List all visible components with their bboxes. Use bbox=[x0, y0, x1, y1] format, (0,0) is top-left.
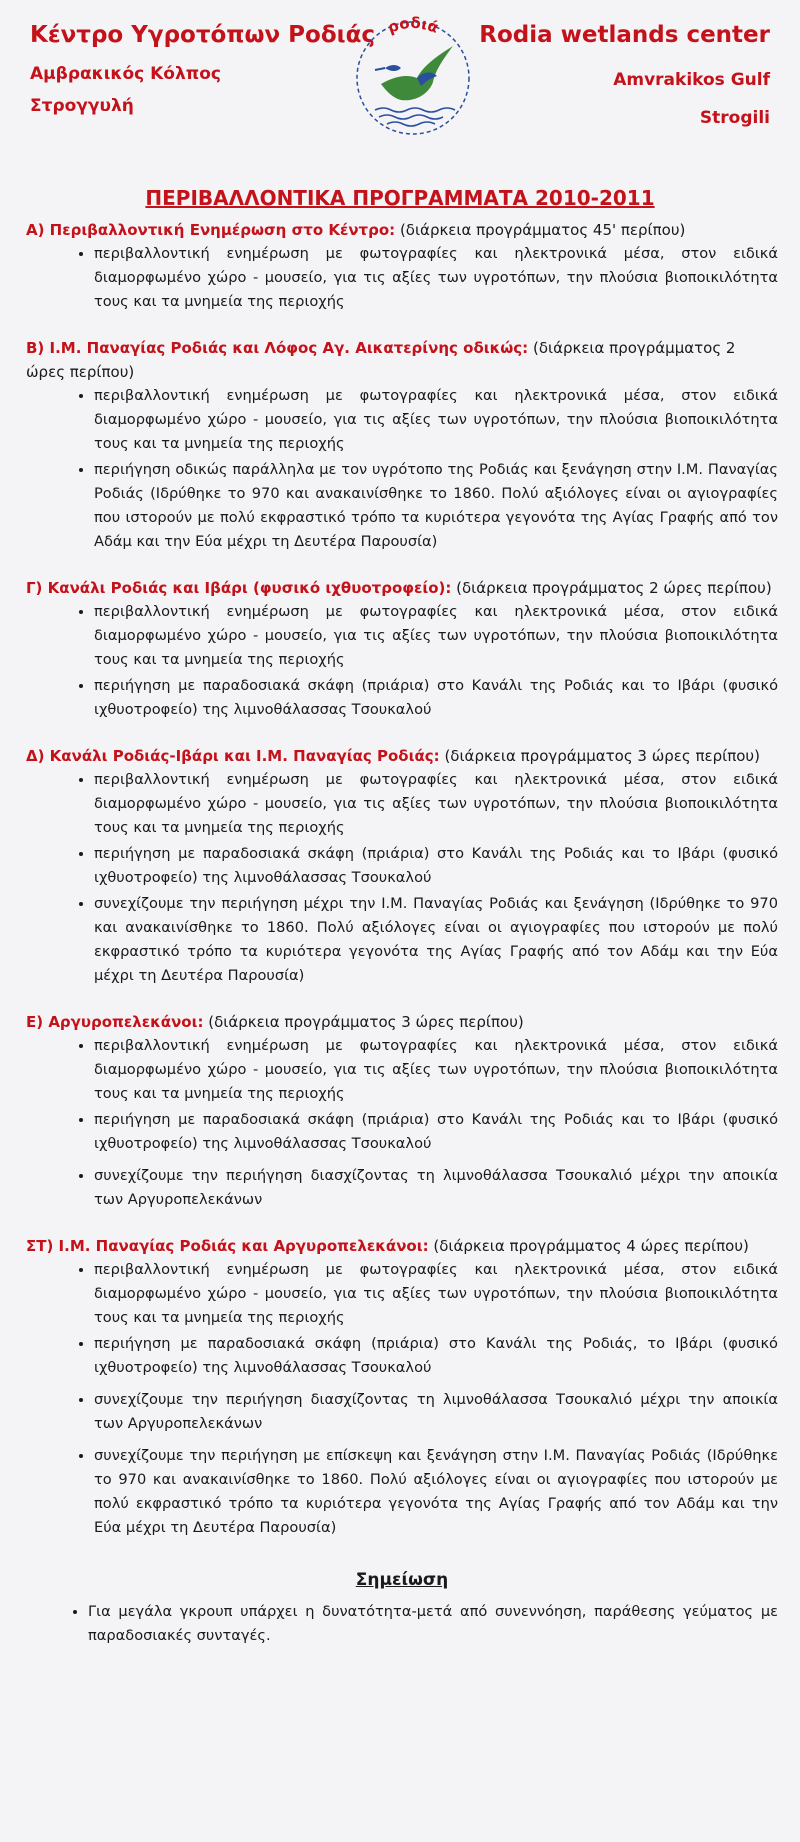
list-item: • περιήγηση με παραδοσιακά σκάφη (πριάρια) στο Κανάλι της Ροδιάς, το Ιβάρι (φυσικό ιχθυοτροφείο) της λιμνοθάλασσας Τσουκαλού bbox=[94, 1332, 778, 1380]
center-name-english: Rodia wetlands center bbox=[479, 22, 770, 48]
program-heading bbox=[26, 1010, 778, 1034]
location-english: Strogili bbox=[699, 108, 770, 128]
note-items bbox=[26, 1600, 778, 1648]
program-duration: (διάρκεια προγράμματος 2 ώρες περίπου) bbox=[26, 339, 736, 381]
note-text: • Για μεγάλα γκρουπ υπάρχει η δυνατότητα-μετά από συνεννόηση, παράθεσης γεύματος με παραδοσιακές συνταγές. bbox=[88, 1600, 778, 1648]
header-right bbox=[479, 22, 770, 128]
list-item: • περιβαλλοντική ενημέρωση με φωτογραφίες και ηλεκτρονικά μέσα, στον ειδικά διαμορφωμένο χώρο - μουσείο, για τις αξίες των υγροτόπων, την πλούσια βιοποικιλότητα τους και τα μνημεία της περιοχής bbox=[94, 1034, 778, 1106]
list-item: • περιήγηση οδικώς παράλληλα με τον υγρότοπο της Ροδιάς και ξενάγηση στην Ι.Μ. Παναγίας Ροδιάς (Ιδρύθηκε το 970 και ανακαινίσθηκε το 1860. Πολύ αξιόλογες είναι οι αγιογραφίες που ιστορούν με πολύ εκφραστικό τρόπο τα κυριότερα γεγονότα της Αγίας Γραφής από τον Αδάμ και την Εύα μέχρι τη Δευτέρα Παρουσία) bbox=[94, 458, 778, 554]
program-section-b bbox=[26, 336, 778, 554]
program-heading bbox=[26, 1234, 778, 1258]
list-item: • συνεχίζουμε την περιήγηση διασχίζοντας τη λιμνοθάλασσα Τσουκαλιό μέχρι την αποικία των Αργυροπελεκάνων bbox=[94, 1388, 778, 1436]
program-section-e bbox=[26, 1010, 778, 1212]
list-item: • περιβαλλοντική ενημέρωση με φωτογραφίες και ηλεκτρονικά μέσα, στον ειδικά διαμορφωμένο χώρο - μουσείο, για τις αξίες των υγροτόπων, την πλούσια βιοποικιλότητα τους και τα μνημεία της περιοχής bbox=[94, 1258, 778, 1330]
program-title: Γ) Κανάλι Ροδιάς και Ιβάρι (φυσικό ιχθυοτροφείο): bbox=[26, 579, 452, 597]
program-duration: (διάρκεια προγράμματος 4 ώρες περίπου) bbox=[433, 1237, 749, 1255]
program-items bbox=[26, 242, 778, 314]
program-items bbox=[26, 1258, 778, 1540]
program-section-c bbox=[26, 576, 778, 722]
program-heading bbox=[26, 744, 778, 768]
gulf-name-greek: Αμβρακικός Κόλπος bbox=[30, 64, 221, 84]
program-section-a bbox=[26, 218, 778, 314]
program-items bbox=[26, 600, 778, 722]
note-section bbox=[26, 1570, 778, 1648]
program-duration: (διάρκεια προγράμματος 3 ώρες περίπου) bbox=[444, 747, 760, 765]
program-title: Α) Περιβαλλοντική Ενημέρωση στο Κέντρο: bbox=[26, 221, 396, 239]
list-item: • περιβαλλοντική ενημέρωση με φωτογραφίες και ηλεκτρονικά μέσα, στον ειδικά διαμορφωμένο χώρο - μουσείο, για τις αξίες των υγροτόπων, την πλούσια βιοποικιλότητα τους και τα μνημεία της περιοχής bbox=[94, 768, 778, 840]
program-heading bbox=[26, 576, 778, 600]
program-title: Δ) Κανάλι Ροδιάς-Ιβάρι και Ι.Μ. Παναγίας Ροδιάς: bbox=[26, 747, 440, 765]
list-item: • περιβαλλοντική ενημέρωση με φωτογραφίες και ηλεκτρονικά μέσα, στον ειδικά διαμορφωμένο χώρο - μουσείο, για τις αξίες των υγροτόπων, την πλούσια βιοποικιλότητα τους και τα μνημεία της περιοχής bbox=[94, 242, 778, 314]
gulf-name-english: Amvrakikos Gulf bbox=[613, 70, 770, 90]
list-item: • περιβαλλοντική ενημέρωση με φωτογραφίες και ηλεκτρονικά μέσα, στον ειδικά διαμορφωμένο χώρο - μουσείο, για τις αξίες των υγροτόπων, την πλούσια βιοποικιλότητα τους και τα μνημεία της περιοχής bbox=[94, 600, 778, 672]
program-title: Ε) Αργυροπελεκάνοι: bbox=[26, 1013, 204, 1031]
program-heading bbox=[26, 218, 778, 242]
page-title: ΠΕΡΙΒΑΛΛΟΝΤΙΚΑ ΠΡΟΓΡΑΜΜΑΤΑ 2010-2011 bbox=[145, 186, 655, 210]
programs-content bbox=[26, 218, 778, 1650]
center-name-greek: Κέντρο Υγροτόπων Ροδιάς bbox=[30, 22, 376, 48]
list-item: • συνεχίζουμε την περιήγηση μέχρι την Ι.Μ. Παναγίας Ροδιάς και ξενάγηση (Ιδρύθηκε το 970 και ανακαινίσθηκε το 1860. Πολύ αξιόλογες είναι οι αγιογραφίες που ιστορούν με πολύ εκφραστικό τρόπο τα κυριότερα γεγονότα της Αγίας Γραφής από τον Αδάμ και την Εύα μέχρι τη Δευτέρα Παρουσία) bbox=[94, 892, 778, 988]
program-duration: (διάρκεια προγράμματος 3 ώρες περίπου) bbox=[208, 1013, 524, 1031]
list-item: • περιήγηση με παραδοσιακά σκάφη (πριάρια) στο Κανάλι της Ροδιάς και το Ιβάρι (φυσικό ιχθυοτροφείο) της λιμνοθάλασσας Τσουκαλού bbox=[94, 1108, 778, 1156]
program-section-st bbox=[26, 1234, 778, 1540]
pelican-logo-icon bbox=[345, 6, 481, 142]
location-greek: Στρογγυλή bbox=[30, 96, 134, 116]
header-left bbox=[30, 22, 375, 116]
program-title: ΣΤ) Ι.Μ. Παναγίας Ροδιάς και Αργυροπελεκάνοι: bbox=[26, 1237, 429, 1255]
program-items bbox=[26, 1034, 778, 1212]
program-items bbox=[26, 384, 778, 554]
list-item: • περιβαλλοντική ενημέρωση με φωτογραφίες και ηλεκτρονικά μέσα, στον ειδικά διαμορφωμένο χώρο - μουσείο, για τις αξίες των υγροτόπων, την πλούσια βιοποικιλότητα τους και τα μνημεία της περιοχής bbox=[94, 384, 778, 456]
list-item: • συνεχίζουμε την περιήγηση διασχίζοντας τη λιμνοθάλασσα Τσουκαλιό μέχρι την αποικία των Αργυροπελεκάνων bbox=[94, 1164, 778, 1212]
program-duration: (διάρκεια προγράμματος 2 ώρες περίπου) bbox=[456, 579, 772, 597]
list-item: • περιήγηση με παραδοσιακά σκάφη (πριάρια) στο Κανάλι της Ροδιάς και το Ιβάρι (φυσικό ιχθυοτροφείο) της λιμνοθάλασσας Τσουκαλού bbox=[94, 842, 778, 890]
program-items bbox=[26, 768, 778, 988]
list-item: • συνεχίζουμε την περιήγηση με επίσκεψη και ξενάγηση στην Ι.Μ. Παναγίας Ροδιάς (Ιδρύθηκε το 970 και ανακαινίσθηκε το 1860. Πολύ αξιόλογες είναι οι αγιογραφίες που ιστορούν με πολύ εκφραστικό τρόπο τα κυριότερα γεγονότα της Αγίας Γραφής από τον Αδάμ και την Εύα μέχρι τη Δευτέρα Παρουσία) bbox=[94, 1444, 778, 1540]
program-heading bbox=[26, 336, 778, 384]
program-section-d bbox=[26, 744, 778, 988]
note-title: Σημείωση bbox=[355, 1570, 449, 1590]
logo-text: ροδιά bbox=[385, 13, 441, 37]
list-item: • περιήγηση με παραδοσιακά σκάφη (πριάρια) στο Κανάλι της Ροδιάς και το Ιβάρι (φυσικό ιχθυοτροφείο) της λιμνοθάλασσας Τσουκαλού bbox=[94, 674, 778, 722]
program-title: Β) Ι.Μ. Παναγίας Ροδιάς και Λόφος Αγ. Αικατερίνης οδικώς: bbox=[26, 339, 529, 357]
program-duration: (διάρκεια προγράμματος 45' περίπου) bbox=[399, 221, 686, 239]
